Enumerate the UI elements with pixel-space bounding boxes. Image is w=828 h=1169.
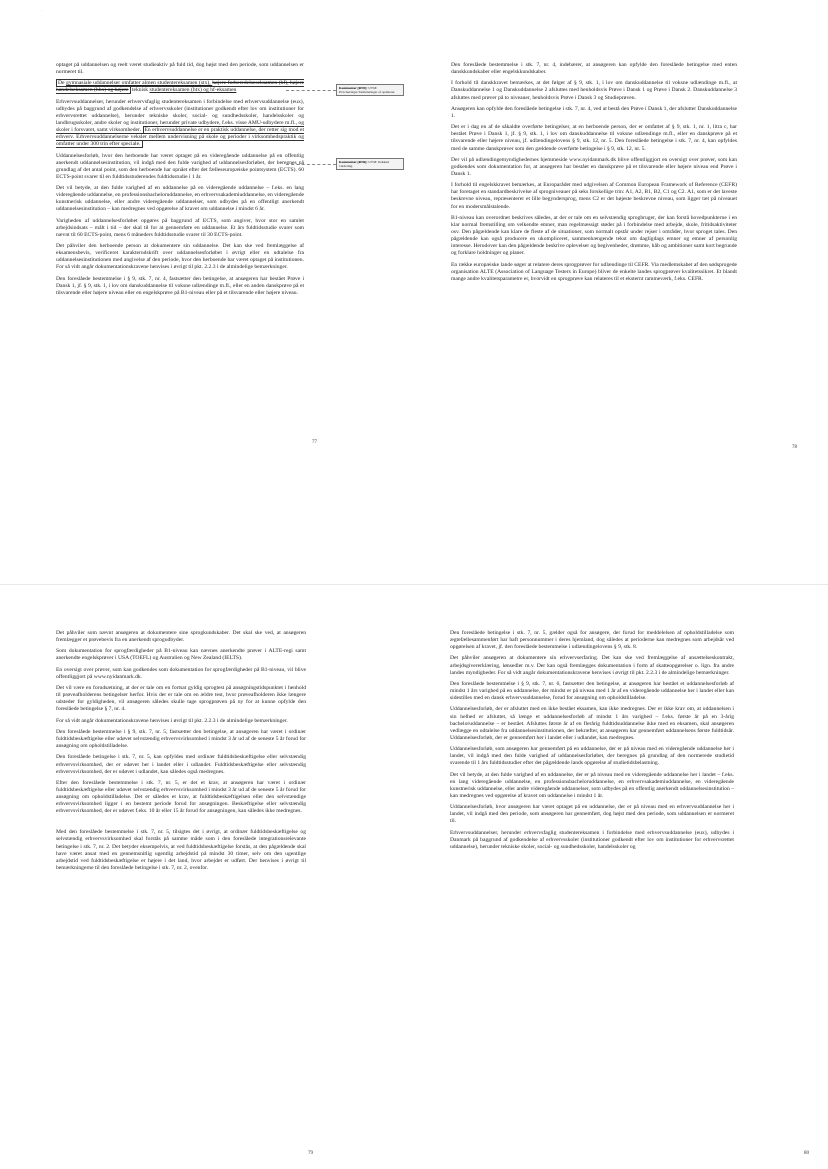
paragraph: En række europæiske lande søger at relatere deres sprogprøver for udlændinge til CEFR. Via medlemskabet af den sødsprogede organisation ALTE (Association of Language Testers in Europe) bliver de enkelte landes sprogprøver kvalitetssikret. Et blandt mange andre kvalitetsparametre er, hvorvidt en sprogprøve kan relateres til et eksternt rammeværk, f.eks. CEFR.: [451, 261, 738, 282]
comment-balloon[interactable]: Kommentar [RN5]: UVM: Præciseringer/formuleringer af opdateret.: [336, 84, 404, 96]
page-80-body: [450, 630, 734, 855]
scan-mark: ·: [41, 8, 43, 13]
paragraph: Den foreslåede bestemmelse i § 9, stk. 7, nr. 5, fastsætter den betingelse, at ansøgeren har været i ordinær fuldtidsbeskæftigelse eller udøvet selvstændig erhvervsvirksomhed i mindst 3 år ud af de seneste 5 år forud for ansøgning om opholdstilladelse.: [56, 728, 306, 750]
paragraph: I forhold til danskkravet bemærkes, at det følger af § 9, stk. 1, i lov om danskuddannelse til voksne udlændinge m.fl., at Danskuddannelse 1 og Danskuddannelse 2 afsluttes med henholdsvis Prøve i Dansk 1 og Prøve i Dansk 2. Danskuddannelse 3 afsluttes med prøver på to niveauer, henholdsvis Prøve i Dansk 3 og Studieprøven.: [451, 80, 737, 101]
comment-connector: [286, 164, 336, 165]
page-number: 78: [792, 445, 797, 450]
paragraph: Den foreslåede betingelse i stk. 7, nr. 5, kan opfyldes med ordinær fuldtidsbeskæftigelse eller selvstændig erhvervsvirksomhed, der er udøvet her i landet eller i udlandet. Fuldtidsbeskæftigelse eller selvstændig erhvervsvirksomhed, der er udøvet i udlandet, kan således også medregnes.: [56, 754, 306, 775]
paragraph: Efter den foreslåede bestemmelse i stk. 7, nr. 5, er det et krav, at ansøgeren har været i ordinær fuldtidsbeskæftigelse eller udøvet selvstændig erhvervsvirksomhed i mindst 3 år ud af de seneste 5 år forud for ansøgning om opholdstilladelse. Det er således et krav, at fuldtidsbeskæftigelsen eller den selvstændige erhvervsvirksomhed ligger i en bestemt periode forud for ansøgningen. Beskæftigelse eller selvstændig erhvervsvirksomhed, der er udøvet f.eks. 10 år eller 15 år forud for ansøgningen, kan således ikke medregnes.: [56, 779, 306, 815]
page-78-body: [451, 62, 737, 287]
paragraph: Uddannelsesforløb, der er afsluttet med en ikke bestået eksamen, kan ikke medregnes. Der er ikke krav om, at uddannelsen i sin helhed er afsluttet, så længe et uddannelsesforløb af mindst 1 års varighed – f.eks. første år på en 3-årig bacheloruddannelse – er bestået. Afsluttes første år af en flerårig fuldtidsuddannelse ikke med en eksamen, skal ansøgeren vedlægge en udtalelse fra uddannelsesinstitutionen, der bekræfter, at ansøgeren har gennemført uddannelsens første fuldtidsår. Uddannelsesforløb, der er gennemført her i landet eller i udlandet, kan medregnes.: [450, 706, 734, 741]
page-number: 77: [312, 440, 317, 445]
paragraph: B1-niveau kan overordnet beskrives således, at der er tale om en selvstændig sprogbruger, der kan forstå hovedpunkterne i en klar normal fremstilling om velkendte emner, man regelmæssigt støder på i forbindelse med arbejde, skole, fritidsaktiviteter osv. Den pågældende kan klare de fleste af de situationer, som normalt opstår under rejser i områder, hvor sproget tales. Den pågældende kan også producere en ukompliceret, sammenhængende tekst om dagligdags emner og emner af personlig interesse. Herudover kan den pågældende beskrive oplevelser og begivenheder, drømme, håb og ambitioner samt kort begrunde og forklare holdninger og planer.: [451, 214, 737, 257]
paragraph: Den foreslåede betingelse i stk. 7, nr. 5, gælder også for ansøgere, der forud for meddelelsen af opholdstilladelse som ægtefællesammenført har haft personnummer i deres hjemland, dog således at perioderne kan medregnes som arbejdsår ved opgørelsen af kravet, jf. den foreslåede bestemmelse i udlændingelovens § 9, stk. 8.: [450, 630, 734, 651]
paragraph: Det vil betyde, at den fulde varighed af en uddannelse på en videregående uddannelse – f.eks. en lang videregående uddannelse, en professionsbacheloruddannelse, en erhvervsakademiuddannelse, en videregående kunstnerisk uddannelse, eller andre videregående uddannelser, som udbydes på en offentligt anerkendt uddannelsesinstitution – kan medregnes ved opgørelse af kravet om uddannelse i mindst 6 år.: [56, 185, 304, 213]
paragraph: Den foreslåede bestemmelse i stk. 7, nr. 4, indebærer, at ansøgeren kan opfylde den foreslåede betingelse med enten danskkundskaber eller engelskkundskaber.: [451, 62, 737, 76]
paragraph: Det vil være en forudsætning, at der er tale om en fortsat gyldig sprogtest på ansøgningstidspunktet i henhold til prøveafholderens betingelser herfor. Hvis der er tale om en ældre test, hvor prøveafholderen ikke længere udsteder for gyldigheden, vil ansøgeren således skulle tage sprogprøven på ny for at kunne opfylde den foreslåede betingelse § 7, nr. 4.: [56, 685, 306, 713]
paragraph: optaget på uddannelsen og reelt været studieaktiv på fuld tid, dog højst med den periode, som uddannelsen er normeret til.: [56, 62, 304, 76]
document-page-78: [414, 0, 828, 584]
paragraph: I forhold til engelskkravet bemærkes, at Europarådet med udgivelsen af Common European Framework of Reference (CEFR) har foretaget en standardbeskrivelse af sprogniveauer på seks forskellige trin: A1, A2, B1, B2, C1 og C2. A1, som er det laveste beskrevne niveau, repræsenterer et lille begyndersprog, mens C2 er det højeste beskrevne niveau, som ligger tæt på niveauet for en modersmålstalende.: [451, 182, 737, 210]
paragraph: Den foreslåede bestemmelse i § 9, stk. 7, nr. 4, fastsætter den betingelse, at ansøgeren har bestået Prøve i Dansk 1, jf. § 9, stk. 1, i lov om danskuddannelse til voksne udlændinge m.fl., eller en anden danskprøve på et tilsvarende eller højere niveau eller en engelskprøve på B1-niveau eller på et tilsvarende eller højere niveau.: [56, 275, 304, 296]
paragraph: Ansøgeren kan opfylde den foreslåede betingelse i stk. 7, nr. 4, ved at bestå den Prøve i Dansk 1, der afslutter Danskuddannelse 1.: [451, 105, 737, 119]
paragraph: Uddannelsesforløb, som ansøgeren har gennemført på en uddannelse, der er på niveau med en videregående uddannelse her i landet, vil indgå med den fulde varighed af uddannelsesforløbet, der beregnes på grundlag af den normerede studietid svarende til 1 års fuldtidsstudier efter det pågældende lands opgørelse af studietidsbelastning.: [450, 746, 734, 767]
paragraph: Det påhviler den herboende person at dokumentere sin uddannelse. Det kan ske ved fremlæggelse af eksamensbevis, verificeret karakterudskrift over uddannelsesforløbet i øvrigt eller en udtalelse fra uddannelsesinstitutionen med angivelse af den periode, hvor den herboende har været optaget på institutionen. For så vidt angår dokumentationskravene henvises i øvrigt til pkt. 2.2.3 i de almindelige bemærkninger.: [56, 243, 304, 271]
paragraph: Med den foreslåede bestemmelse i stk. 7, nr. 5, tilsigtes det i øvrigt, at ordinær fuldtidsbeskæftigelse og selvstændig erhvervsvirksomhed skal forstås på samme måde som i den foreslåede integrationsrelevante betingelse i stk. 7, nr. 2. Det betyder eksempelvis, at ved fuldtidsbeskæftigelse forstås, at den pågældende skal have været ansat med en gennemsnitlig ugentlig arbejdstid på mindst 30 timer, selv om den ugentlige arbejdstid ved fuldtidsbeskæftigelse er højere i det land, hvor arbejdet er udført. Der henvises i øvrigt til bemærkningerne til den foreslåede betingelse i stk. 7, nr. 2, ovenfor.: [56, 829, 306, 871]
paragraph: Det er i dag en af de såkaldte overførte betingelser, at en herboende person, der er omfattet af § 9, stk. 1, nr. 1, litra c, har bestået Prøve i Dansk 1, jf. § 9, stk. 1, i lov om danskuddannelse til voksne udlændinge m.fl., eller en danskprøve på et tilsvarende eller højere niveau, jf. udlændingelovens § 9, stk. 12, nr. 5. Den foreslåede betingelse i stk. 7, nr. 4, kan opfyldes med de samme danskprøver som den gældende overførte betingelse i § 9, stk. 12, nr. 5.: [451, 124, 737, 152]
comment-connector: [286, 90, 336, 91]
paragraph: Der vil på udlændingemyndighedernes hjemmeside www.nyidanmark.dk blive offentliggjort en oversigt over prøver, som kan godkendes som dokumentation for, at ansøgeren har bestået en danskprøve på et tilsvarende eller højere niveau end Prøve i Dansk 1.: [451, 156, 737, 177]
paragraph: Erhvervsuddannelser, herunder erhvervsfaglig studentereksamen i forbindelse med erhvervsuddannelse (eux), udbydes i Danmark på baggrund af godkendelse af erhvervsskoler (institutioner godkendt efter lov om institutioner for erhvervsrettet uddannelse), herunder tekniske skoler, social- og sundhedsskoler, handelsskoler og: [450, 829, 734, 850]
paragraph: En oversigt over prøver, som kan godkendes som dokumentation for sprogfærdigheder på B1-niveau, vil blive offentliggjort på www.nyidanmark.dk.: [56, 666, 306, 680]
document-page-77: [0, 0, 414, 584]
page-77-body: [56, 62, 304, 301]
document-page-79: [0, 585, 414, 1169]
paragraph: Som dokumentation for sprogfærdigheder på B1-niveau kan nævnes anerkendte prøver i ALTE-regi samt anerkendte engelskprøver i USA (TOEFL) og Australien og New Zealand (IELTS).: [56, 648, 306, 662]
paragraph: Varigheden af uddannelsesforløbet opgøres på baggrund af ECTS, som angiver, hvor stor en samlet arbejdsindsats – målt i tid – der skal til for at gennemføre en uddannelse. Et års fuldtidsstudie svarer som nævnt til 60 ECTS-point, mens 6 måneders fuldtidsstudie svarer til 30 ECTS-point.: [56, 217, 304, 238]
paragraph: Det vil betyde, at den fulde varighed af en uddannelse, der er på niveau med en videregående uddannelse her i landet – f.eks. en lang videregående uddannelse, en professionsbacheloruddannelse, en erhvervsakademiuddannelse, en videregående kunstnerisk uddannelse, eller andre videregående uddannelser, som udbydes på en offentlig anerkendt uddannelsesinstitution – kan medregnes ved opgørelse af kravet om uddannelse i mindst 1 år.: [450, 771, 734, 799]
page-number: 80: [804, 1151, 809, 1156]
page-number: 79: [308, 1151, 313, 1156]
paragraph: Uddannelsesforløb, hvor den herboende har været optaget på en videregående uddannelse på en offentlig anerkendt uddannelsesinstitution, vil indgå med den fulde varighed af uddannelsesforløbet, der beregnes på grundlag af det antal point, som den herboende har opnået efter det fælleseuropæiske pointsystem (ECTS). 60 ECTS-point svarer til en fuldtidsstuderendes fuldtidsstudie i 1 år.: [56, 152, 304, 180]
revised-paragraph: De gymnasiale uddannelser omfatter almen studentereksamen (stx), højere forberedelseseksamen (hf), højere handelseksamen (hhx) og højere teknisk studentereksamen (htx) og hf-eksamen: [56, 80, 305, 94]
paragraph: Erhvervsuddannelser, herunder erhvervsfaglig studentereksamen i forbindelse med erhvervsuddannelse (eux), udbydes på baggrund af godkendelse af erhvervsskoler (institutioner godkendt efter lov om institutioner for erhvervsrettet uddannelse), herunder tekniske skoler, social- og sundhedsskoler, handelsskoler og landbrugsskoler, andre skoler og institutioner, herunder private udbydere, f.eks. visse AMU-udbydere m.fl., og skoler i forsvaret, samt virksomheder. En erhvervsuddannelse er en praktisk uddannelse, der retter sig mod et erhverv. Erhvervsuddannelserne veksler mellem undervisning på skole og perioder i virksomhedspraktik og omfatter under 300 trin efter speciale.: [56, 98, 305, 148]
comment-balloon[interactable]: Kommentar [RN6]: UVM: Indskud vurdering.: [336, 158, 404, 170]
paragraph: Den foreslåede bestemmelse i § 9, stk. 7, nr. 6, fastsætter den betingelse, at ansøgeren har bestået et uddannelsesforløb af mindst 1 års varighed på en uddannelse, der mindst er på niveau med 1 år af en videregående uddannelse her i landet eller kan sidestilles med en dansk erhvervsuddannelse, forud for ansøgning om opholdstilladelse.: [450, 680, 734, 702]
paragraph: Det påhviler ansøgeren at dokumentere sin erhvervserfaring. Det kan ske ved fremlæggelse af ansættelseskontrakt, arbejdsgivererklæring, lønsedler m.v. Der kan også fremlægges dokumentation i form af skatteopgørelser o. lign. fra andre landes myndigheder. For så vidt angår dokumentationskravene henvises i øvrigt til pkt. 2.2.3 i de almindelige bemærkninger.: [450, 655, 734, 676]
paragraph: Uddannelsesforløb, hvor ansøgeren har været optaget på en uddannelse, der er på niveau med en erhvervsuddannelse her i landet, vil indgå med den periode, som ansøgeren har gennemført, dog højst med den periode, som uddannelsen er normeret til.: [450, 804, 734, 825]
document-page-80: [414, 585, 828, 1169]
paragraph: Det påhviler som nævnt ansøgeren at dokumentere sine sprogkundskaber. Det skal ske ved, at ansøgeren fremlægger et prøvebevis fra en anerkendt sprogudbyder.: [56, 630, 306, 644]
revision-highlight: De gymnasiale uddannelser omfatter almen studentereksamen (stx), højere forberedelseseksamen (hf), højere handelseksamen (hhx) og højere: [56, 80, 305, 94]
page-79-body: [56, 630, 306, 876]
paragraph: For så vidt angår dokumentationskravene henvises i øvrigt til pkt. 2.2.3 i de almindelige bemærkninger.: [56, 717, 288, 724]
